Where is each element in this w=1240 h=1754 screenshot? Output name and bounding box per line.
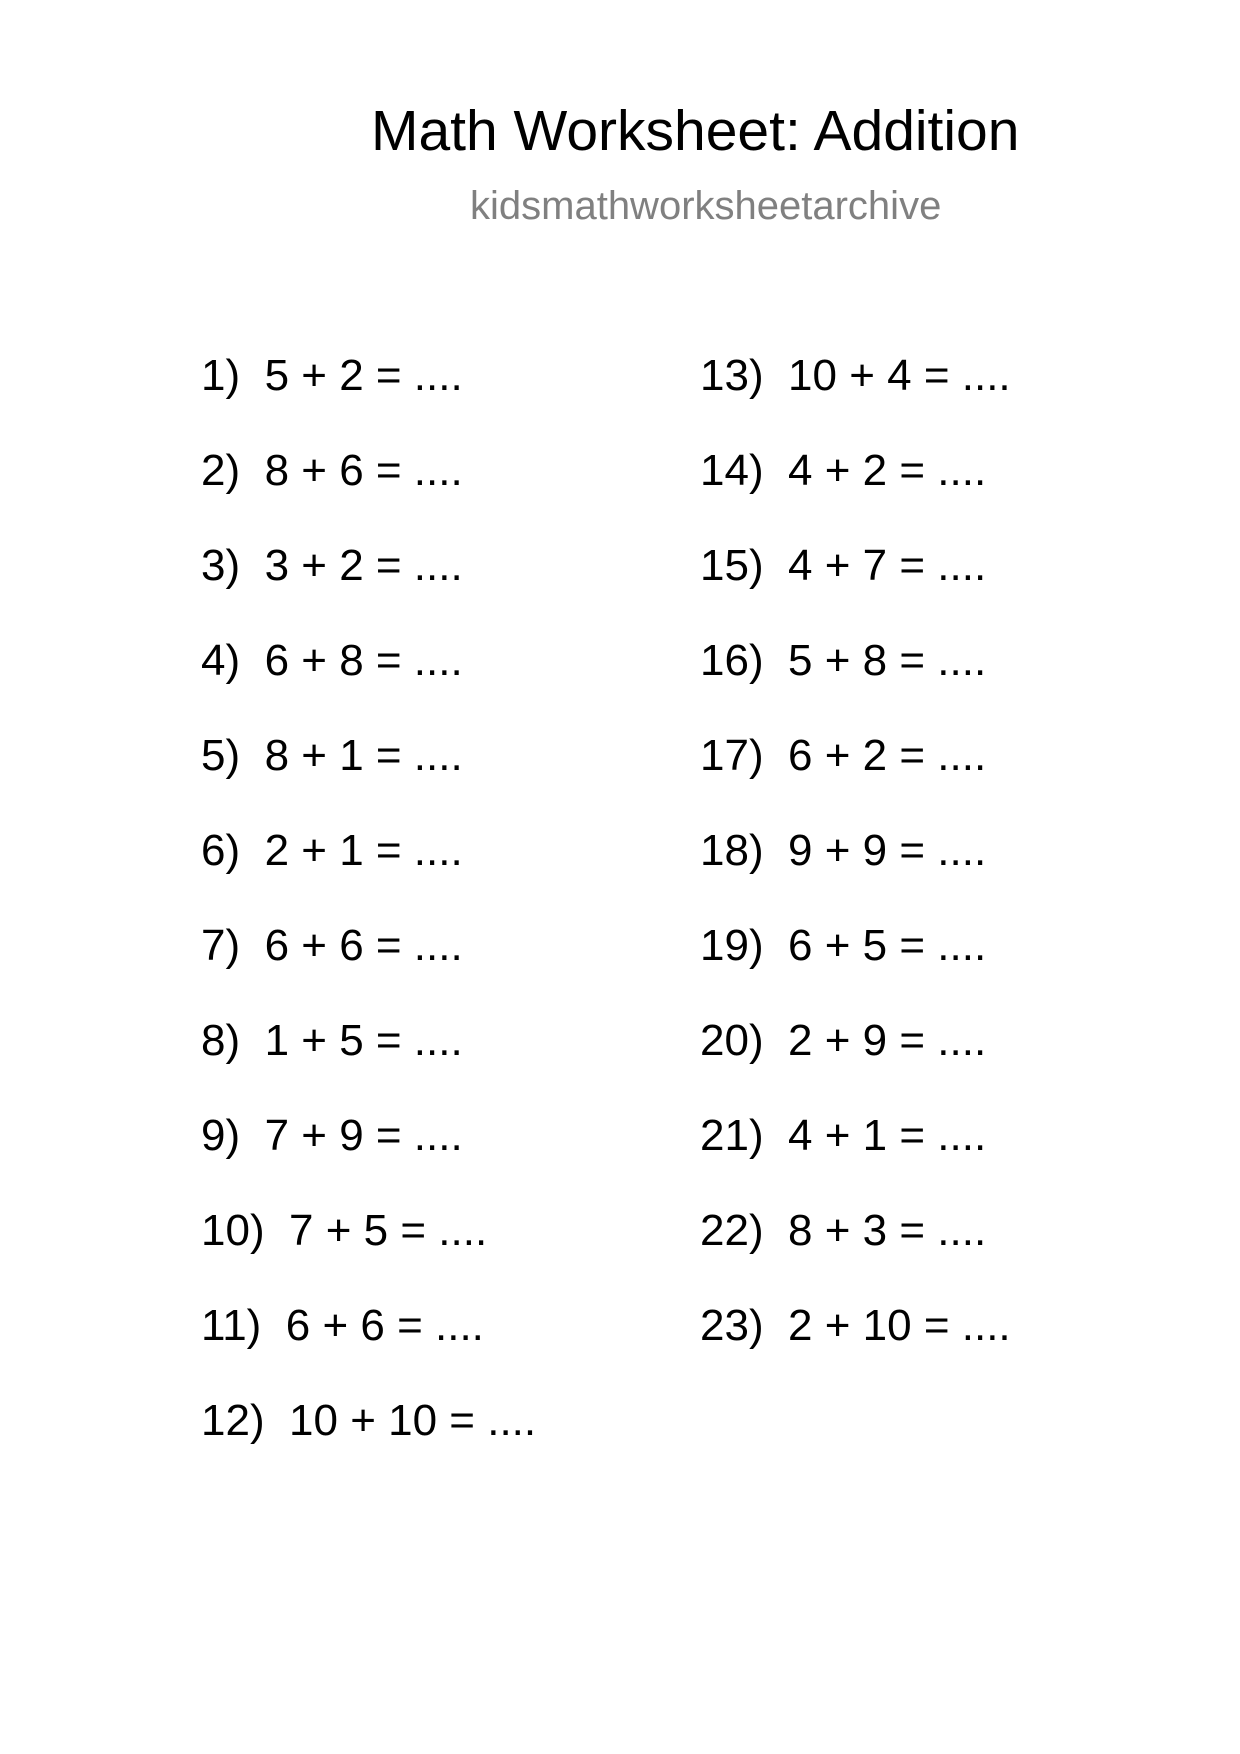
- problem-item: 20) 2 + 9 = ....: [700, 1016, 987, 1065]
- problem-item: 13) 10 + 4 = ....: [700, 351, 1011, 400]
- problem-item: 17) 6 + 2 = ....: [700, 731, 987, 780]
- problem-item: 3) 3 + 2 = ....: [201, 541, 463, 590]
- problem-item: 6) 2 + 1 = ....: [201, 826, 463, 875]
- problem-item: 14) 4 + 2 = ....: [700, 446, 987, 495]
- problem-item: 15) 4 + 7 = ....: [700, 541, 987, 590]
- problem-item: 18) 9 + 9 = ....: [700, 826, 987, 875]
- problems-right-column: [700, 350, 1011, 1395]
- problem-item: 7) 6 + 6 = ....: [201, 921, 463, 970]
- problem-item: 5) 8 + 1 = ....: [201, 731, 463, 780]
- problem-item: 9) 7 + 9 = ....: [201, 1111, 463, 1160]
- problem-item: 21) 4 + 1 = ....: [700, 1111, 987, 1160]
- worksheet-title: Math Worksheet: Addition: [371, 99, 1020, 163]
- problem-item: 1) 5 + 2 = ....: [201, 351, 463, 400]
- problem-item: 11) 6 + 6 = ....: [201, 1301, 484, 1350]
- problem-item: 19) 6 + 5 = ....: [700, 921, 987, 970]
- problem-item: 8) 1 + 5 = ....: [201, 1016, 463, 1065]
- problem-item: 23) 2 + 10 = ....: [700, 1301, 1011, 1350]
- problem-item: 16) 5 + 8 = ....: [700, 636, 987, 685]
- worksheet-source: kidsmathworksheetarchive: [470, 184, 942, 228]
- problem-item: 10) 7 + 5 = ....: [201, 1206, 488, 1255]
- problem-item: 22) 8 + 3 = ....: [700, 1206, 987, 1255]
- problem-item: 4) 6 + 8 = ....: [201, 636, 463, 685]
- problem-item: 12) 10 + 10 = ....: [201, 1396, 537, 1445]
- problem-item: 2) 8 + 6 = ....: [201, 446, 463, 495]
- problems-left-column: [201, 350, 536, 1490]
